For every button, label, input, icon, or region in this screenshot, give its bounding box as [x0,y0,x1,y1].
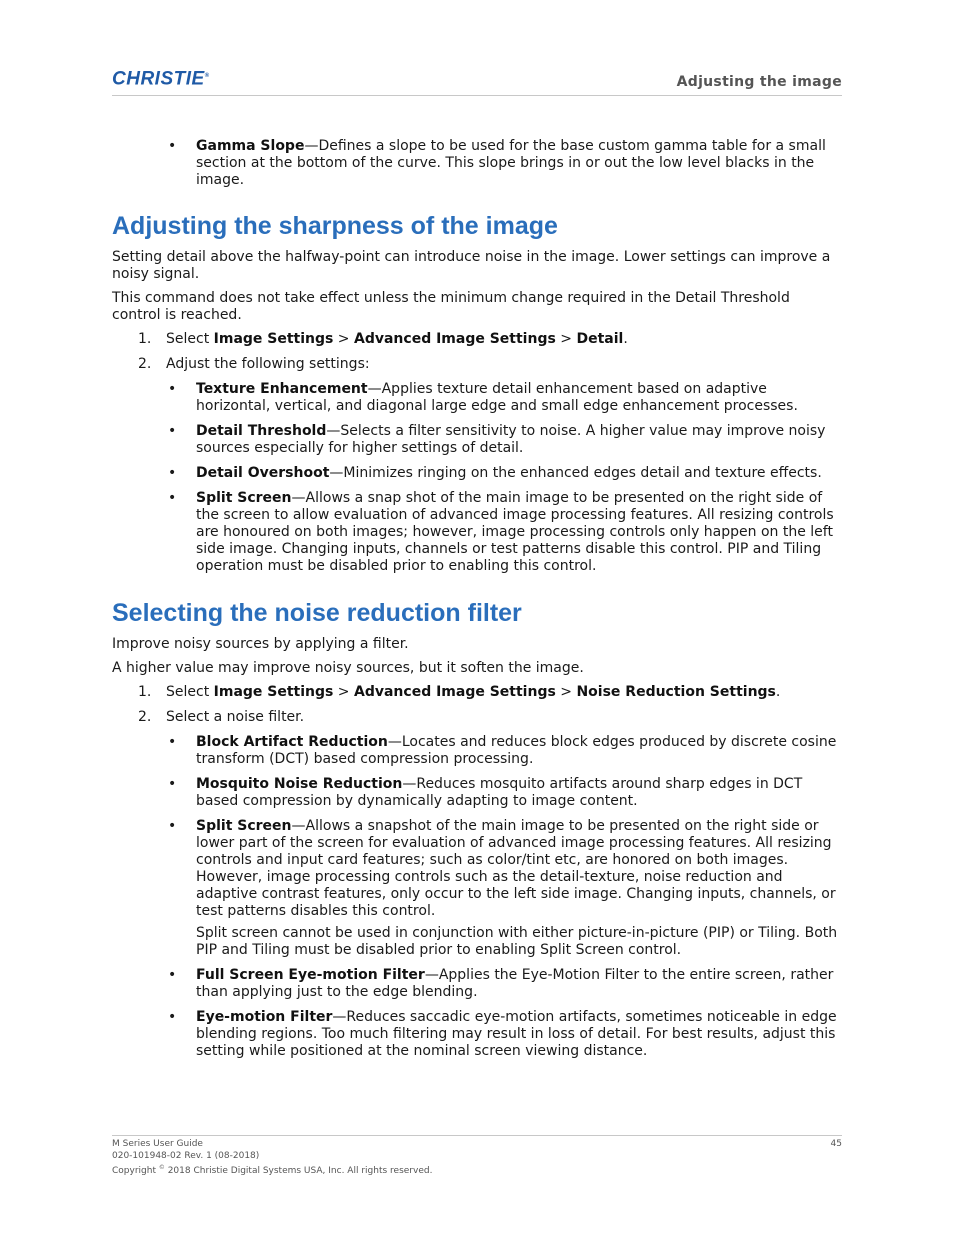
bullet-desc: —Reduces mosquito artifacts around sharp edges in DCT based compression by dynamically adapting to image content. [196,776,803,809]
section2-step1: 1. Select Image Settings > Advanced Image Settings > Noise Reduction Settings. [138,684,781,700]
bullet-split-screen [112,818,842,959]
christie-logo: CHRISTIE® [112,68,210,90]
bullet-term: Detail Threshold [196,423,327,439]
bullet-dot: • [168,818,177,834]
bullet-dot: • [168,138,177,154]
bullet-term: Mosquito Noise Reduction [196,776,403,792]
section-heading-noise-reduction: Selecting the noise reduction filter [112,599,522,627]
bullet-desc: —Allows a snapshot of the main image to be presented on the right side or lower part of the screen for evaluation of advanced image processing features. All resizing controls and input card features; such as color/tint etc, are honored on both images. However, image processing controls such as the detail-texture, noise reduction and adaptive contrast features, only occur to the left side image. Changing inputs, channels, or test patterns disables this control. [196,818,836,919]
bullet-dot: • [168,1009,177,1025]
bullet-detail-threshold [112,423,842,457]
footer-guide-title: M Series User Guide [112,1139,203,1149]
section1-step2: 2. Adjust the following settings: [138,356,370,372]
bullet-dot: • [168,423,177,439]
step-number: 2. [138,709,152,725]
page-number: 45 [830,1139,842,1149]
bullet-full-screen-eye-motion-filter [112,967,842,1001]
section2-para2: A higher value may improve noisy sources, but it soften the image. [112,660,584,676]
bullet-desc: —Selects a filter sensitivity to noise. A higher value may improve noisy sources especially for higher settings of detail. [196,423,826,456]
footer-doc-number: 020-101948-02 Rev. 1 (08-2018) [112,1150,260,1161]
bullet-mosquito-noise-reduction [112,776,842,810]
footer-copyright: Copyright © 2018 Christie Digital Systems USA, Inc. All rights reserved. [112,1164,433,1176]
bullet-dot: • [168,490,177,506]
section1-step1: 1. Select Image Settings > Advanced Image Settings > Detail. [138,331,628,347]
bullet-dot: • [168,465,177,481]
section2-bullet-list [112,734,842,1060]
bullet-desc: —Reduces saccadic eye-motion artifacts, sometimes noticeable in edge blending regions. Too much filtering may result in loss of detail. For best results, adjust this setting while positioned at the nominal screen viewing distance. [196,1009,837,1059]
section1-para2: This command does not take effect unless the minimum change required in the Detail Threshold control is reached. [112,290,790,323]
page-content [112,138,842,1068]
bullet-term: Full Screen Eye-motion Filter [196,967,425,983]
menu-path-item: Advanced Image Settings [354,331,556,347]
bullet-gamma-slope [112,138,842,189]
menu-path-item: Detail [576,331,624,347]
bullet-split-screen [112,490,842,575]
bullet-desc: —Minimizes ringing on the enhanced edges detail and texture effects. [329,465,822,481]
running-title: Adjusting the image [676,74,842,90]
bullet-term: Split Screen [196,818,292,834]
bullet-term: Split Screen [196,490,292,506]
menu-path-item: Image Settings [213,684,334,700]
bullet-note: Split screen cannot be used in conjunction with either picture-in-picture (PIP) or Tiling. Both PIP and Tiling must be disabled prior to enabling Split Screen control. [196,925,838,958]
section2-para1: Improve noisy sources by applying a filter. [112,636,409,652]
menu-path-item: Advanced Image Settings [354,684,556,700]
bullet-desc: —Defines a slope to be used for the base custom gamma table for a small section at the bottom of the curve. This slope brings in or out the low level blacks in the image. [196,138,826,188]
bullet-desc: —Locates and reduces block edges produced by discrete cosine transform (DCT) based compression processing. [196,734,837,767]
step-number: 1. [138,684,152,700]
section1-bullet-list [112,381,842,575]
bullet-dot: • [168,776,177,792]
bullet-eye-motion-filter [112,1009,842,1060]
menu-path-item: Noise Reduction Settings [576,684,776,700]
bullet-term: Gamma Slope [196,138,305,154]
bullet-dot: • [168,967,177,983]
menu-path-item: Image Settings [213,331,334,347]
bullet-texture-enhancement [112,381,842,415]
bullet-term: Texture Enhancement [196,381,368,397]
bullet-dot: • [168,381,177,397]
page-header [112,68,842,96]
bullet-desc: —Allows a snap shot of the main image to be presented on the right side of the screen to allow evaluation of advanced image processing features. All resizing controls are honoured on both images; however, image processing controls only happen on the left side image. Changing inputs, channels or test patterns disable this control. PIP and Tiling operation must be disabled prior to enabling this control. [196,490,834,574]
bullet-dot: • [168,734,177,750]
section2-step2: 2. Select a noise filter. [138,709,305,725]
bullet-block-artifact-reduction [112,734,842,768]
bullet-term: Detail Overshoot [196,465,330,481]
step-number: 2. [138,356,152,372]
section1-para1: Setting detail above the halfway-point can introduce noise in the image. Lower settings can improve a noisy signal. [112,249,831,282]
bullet-term: Eye-motion Filter [196,1009,333,1025]
bullet-desc: —Applies texture detail enhancement based on adaptive horizontal, vertical, and diagonal large edge and small edge enhancement processes. [196,381,798,414]
page-footer [112,1135,842,1178]
step-number: 1. [138,331,152,347]
bullet-detail-overshoot [112,465,842,482]
bullet-desc: —Applies the Eye-Motion Filter to the entire screen, rather than applying just to the edge blending. [196,967,834,1000]
bullet-term: Block Artifact Reduction [196,734,388,750]
section-heading-sharpness: Adjusting the sharpness of the image [112,212,558,240]
